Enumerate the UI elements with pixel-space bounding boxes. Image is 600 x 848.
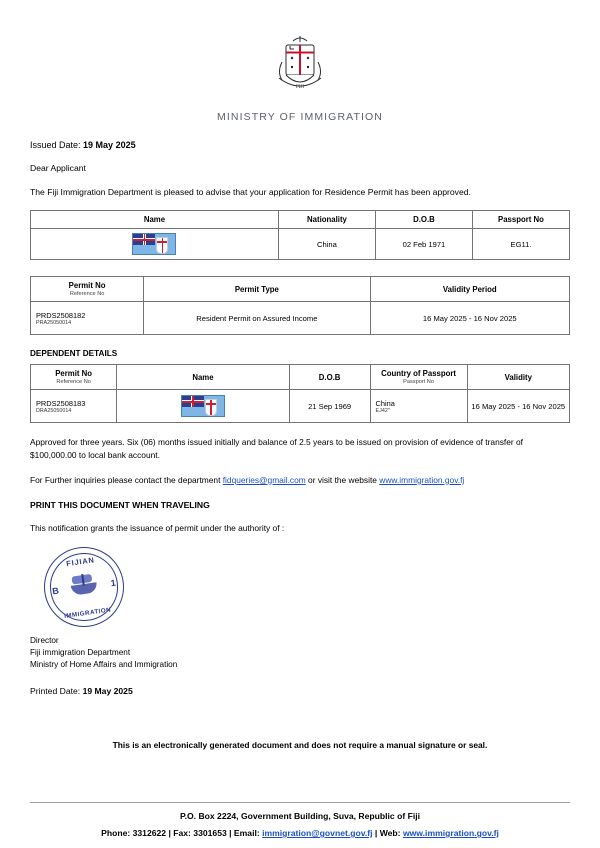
inquiry-paragraph (30, 474, 570, 486)
print-notice: PRINT THIS DOCUMENT WHEN TRAVELING (30, 499, 210, 510)
approval-text: The Fiji Immigration Department is pleased to advise that your application for Residence Permit has been approved. (30, 186, 471, 197)
column-header-dob: D.O.B (375, 211, 472, 229)
salutation: Dear Applicant (30, 163, 86, 174)
cell-dep-country (370, 390, 467, 423)
cell-permit-no (31, 302, 144, 335)
column-header-permit-no (31, 277, 144, 302)
printed-date-line (30, 686, 570, 696)
applicant-table (30, 210, 570, 260)
table-header-row (31, 277, 570, 302)
approved-note: Approved for three years. Six (06) months issued initially and balance of 2.5 years to be issued on provision of evidence of transfer of $100,000.00 to local bank account. (30, 437, 524, 460)
permit-table (30, 276, 570, 335)
table-row (31, 302, 570, 335)
permit-no-value: PRDS2508182 (36, 310, 86, 320)
column-header-permit-type: Permit Type (144, 277, 370, 302)
cell-dep-permit-no (31, 390, 117, 423)
column-header-dep-country (370, 365, 467, 390)
dep-country-title: Country of Passport (381, 369, 457, 379)
dep-country-sub: Passport No (403, 379, 434, 386)
dependent-details-title: DEPENDENT DETAILS (30, 349, 118, 359)
column-header-dep-permit-no (31, 365, 117, 390)
footer-web-label: | Web: (372, 828, 403, 838)
footer-website-link[interactable]: www.immigration.gov.fj (402, 828, 499, 838)
dep-reference-no-value: DRA25050014 (36, 407, 72, 414)
footer-phone-label: Phone: 3312622 | Fax: 3301653 | Email: (101, 828, 263, 838)
fiji-flag-icon (132, 233, 176, 255)
signature-director: Director (30, 635, 59, 645)
seal-top-text: FIJIAN (65, 555, 96, 569)
table-header-row (31, 365, 570, 390)
signature-ministry: Ministry of Home Affairs and Immigration (30, 660, 178, 670)
printed-date-label: Printed Date: (30, 685, 81, 696)
cell-dep-name (117, 390, 289, 423)
crest-container (30, 32, 570, 99)
issued-date-value: 19 May 2025 (83, 140, 136, 150)
cell-validity-period: 16 May 2025 - 16 Nov 2025 (370, 302, 569, 335)
signature-block (30, 635, 570, 672)
stamp-container (44, 547, 570, 631)
column-header-dep-validity: Validity (467, 365, 569, 390)
seal-left-letter: B (51, 585, 60, 597)
footer-address: P.O. Box 2224, Government Building, Suva, Republic of Fiji (179, 811, 421, 821)
cell-nationality: China (278, 229, 375, 260)
column-header-nationality: Nationality (278, 211, 375, 229)
dep-permit-no-value: PRDS2508183 (36, 398, 86, 408)
table-row (31, 390, 570, 423)
permit-no-sub: Reference No (69, 291, 105, 298)
inquiry-middle: or visit the website (305, 474, 380, 485)
issued-date-label: Issued Date: (30, 140, 81, 150)
official-seal-icon (39, 542, 129, 632)
footer (30, 802, 570, 838)
dep-passport-no-value: EJ42" (375, 407, 390, 414)
svg-text:FIJI: FIJI (295, 85, 305, 90)
permit-no-title: Permit No (68, 281, 106, 291)
seal-right-letter: 1 (110, 577, 117, 589)
column-header-passport-no: Passport No (472, 211, 569, 229)
cell-dob: 02 Feb 1971 (375, 229, 472, 260)
table-header-row (31, 211, 570, 229)
table-row (31, 229, 570, 260)
column-header-dep-dob: D.O.B (289, 365, 370, 390)
reference-no-value: PRA25050014 (36, 319, 72, 326)
dependent-table (30, 364, 570, 423)
cell-permit-type: Resident Permit on Assured Income (144, 302, 370, 335)
inquiry-website-link[interactable]: www.immigration.gov.fj (379, 474, 465, 485)
printed-date-value: 19 May 2025 (82, 685, 133, 696)
issued-date-line (30, 139, 570, 151)
cell-dep-dob: 21 Sep 1969 (289, 390, 370, 423)
fiji-flag-icon (181, 395, 225, 417)
cell-passport-no: EG11. (472, 229, 569, 260)
dep-country-value: China (375, 398, 395, 408)
footer-email-link[interactable]: immigration@govnet.gov.fj (262, 828, 373, 838)
authority-line: This notification grants the issuance of permit under the authority of : (30, 522, 285, 533)
signature-department: Fiji immigration Department (30, 648, 131, 658)
seal-ship-emblem (65, 572, 102, 602)
ministry-title: MINISTRY OF IMMIGRATION (217, 111, 383, 123)
cell-applicant-name (31, 229, 279, 260)
cell-dep-validity: 16 May 2025 - 16 Nov 2025 (467, 390, 569, 423)
seal-bottom-text: IMMIGRATION (63, 606, 112, 620)
column-header-dep-name: Name (117, 365, 289, 390)
column-header-name: Name (31, 211, 279, 229)
fiji-coat-of-arms-icon (269, 32, 331, 94)
footer-contact (30, 828, 570, 838)
dep-permit-no-title: Permit No (55, 369, 93, 379)
inquiry-prefix: For Further inquiries please contact the department (30, 474, 223, 485)
inquiry-email-link[interactable]: fidqueries@gmail.com (222, 474, 306, 485)
electronic-document-note: This is an electronically generated document and does not require a manual signature or seal. (112, 740, 488, 750)
dep-permit-no-sub: Reference No (56, 379, 91, 386)
column-header-validity-period: Validity Period (370, 277, 569, 302)
